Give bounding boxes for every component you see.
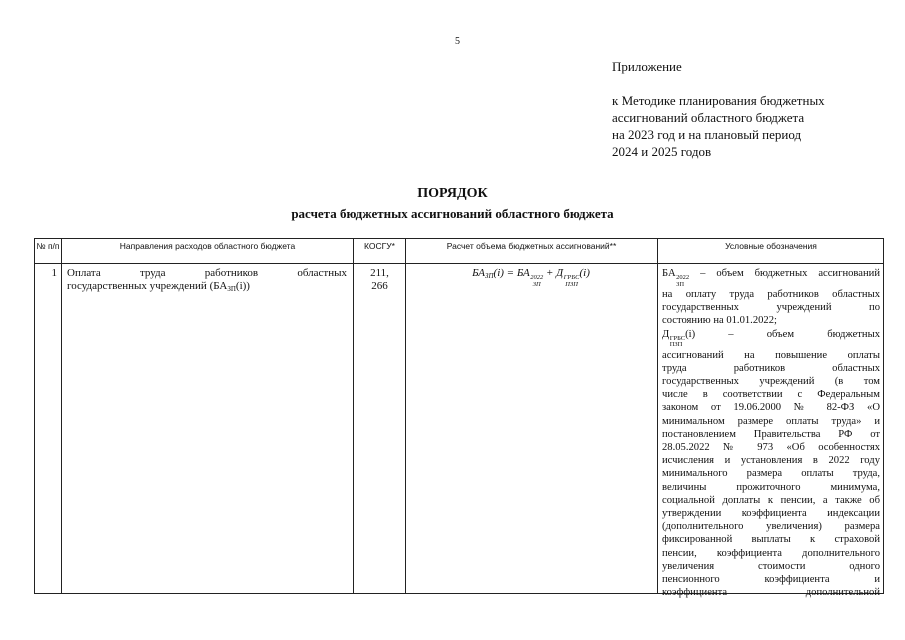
legend-line: пенсии, коэффициента дополнительного (662, 547, 880, 559)
legend-line: Д ГРБС ПЗП (i) – объем бюджетных (662, 328, 880, 349)
legend-cell (662, 267, 880, 599)
header-legend: Условные обозначения (725, 241, 817, 251)
legend-line: БА 2022 ЗП – объем бюджетных ассигнований (662, 268, 880, 288)
legend-line: исчисления и установления в 2022 году (662, 455, 880, 467)
appendix-line: 2024 и 2025 годов (612, 144, 712, 159)
header-calc: Расчет объема бюджетных ассигнований** (446, 241, 617, 251)
legend-line: законом от 19.06.2000 № 82-ФЗ «О (662, 402, 880, 414)
legend-line: постановлением Правительства РФ от (662, 428, 880, 440)
direction-line: государственных учреждений $(БА_{ЗП}(i))$ (67, 280, 250, 294)
appendix-line: на 2023 год и на плановый период (612, 127, 802, 142)
document-title: ПОРЯДОК (417, 186, 488, 201)
kosgu-cell: 211, 266 (370, 267, 389, 293)
appendix-line: к Методике планирования бюджетных (612, 93, 825, 108)
table-divider (657, 239, 658, 593)
appendix-block (612, 58, 825, 160)
direction-cell (67, 267, 347, 296)
legend-line: минимальном размере оплаты труда» и (662, 415, 880, 427)
legend-line: состоянию на 01.01.2022; (662, 315, 777, 327)
legend-line: труда работников областных (662, 362, 880, 374)
legend-line: пенсионного коэффициента и (662, 574, 880, 586)
legend-line: государственных учреждений по (662, 302, 880, 314)
header-direction: Направления расходов областного бюджета (119, 241, 296, 251)
legend-line: 28.05.2022 № 973 «Об особенностях (662, 442, 880, 454)
legend-line: (дополнительного увеличения) размера (662, 521, 880, 533)
legend-line: утверждении коэффициента индексации (662, 508, 880, 520)
table-header-divider (35, 263, 883, 264)
legend-line: величины прожиточного минимума, (662, 481, 880, 493)
table-divider (61, 239, 62, 593)
header-kosgu: КОСГУ* (364, 241, 395, 251)
legend-line: числе в соответствии с Федеральным (662, 389, 880, 401)
document-subtitle: расчета бюджетных ассигнований областного бюджета (291, 206, 614, 221)
legend-line: фиксированной выплаты к страховой (662, 534, 880, 546)
formula: $БА_{ЗП}(i)$ = БА 2022 ЗП + Д ГРБС ПЗП (i) (472, 267, 590, 288)
row-number: 1 (51, 267, 57, 279)
calculation-table (34, 238, 884, 599)
legend-line: увеличения стоимости одного (662, 560, 880, 572)
legend-line: коэффициента дополнительной (662, 587, 880, 599)
legend-line: социальной доплаты к пенсии, а также об (662, 494, 880, 506)
direction-line: Оплата труда работников областных (67, 267, 347, 279)
legend-line: государственных учреждений (в том (662, 376, 880, 388)
legend-line: минимального размера оплаты труда, (662, 468, 880, 480)
header-num: № п/п (36, 241, 60, 251)
legend-line: ассигнований на повышение оплаты (662, 349, 880, 361)
appendix-line: ассигнований областного бюджета (612, 110, 805, 125)
legend-line: на оплату труда работников областных (662, 289, 880, 300)
appendix-title: Приложение (612, 59, 682, 74)
page-number: 5 (455, 36, 460, 47)
table-divider (405, 239, 406, 593)
